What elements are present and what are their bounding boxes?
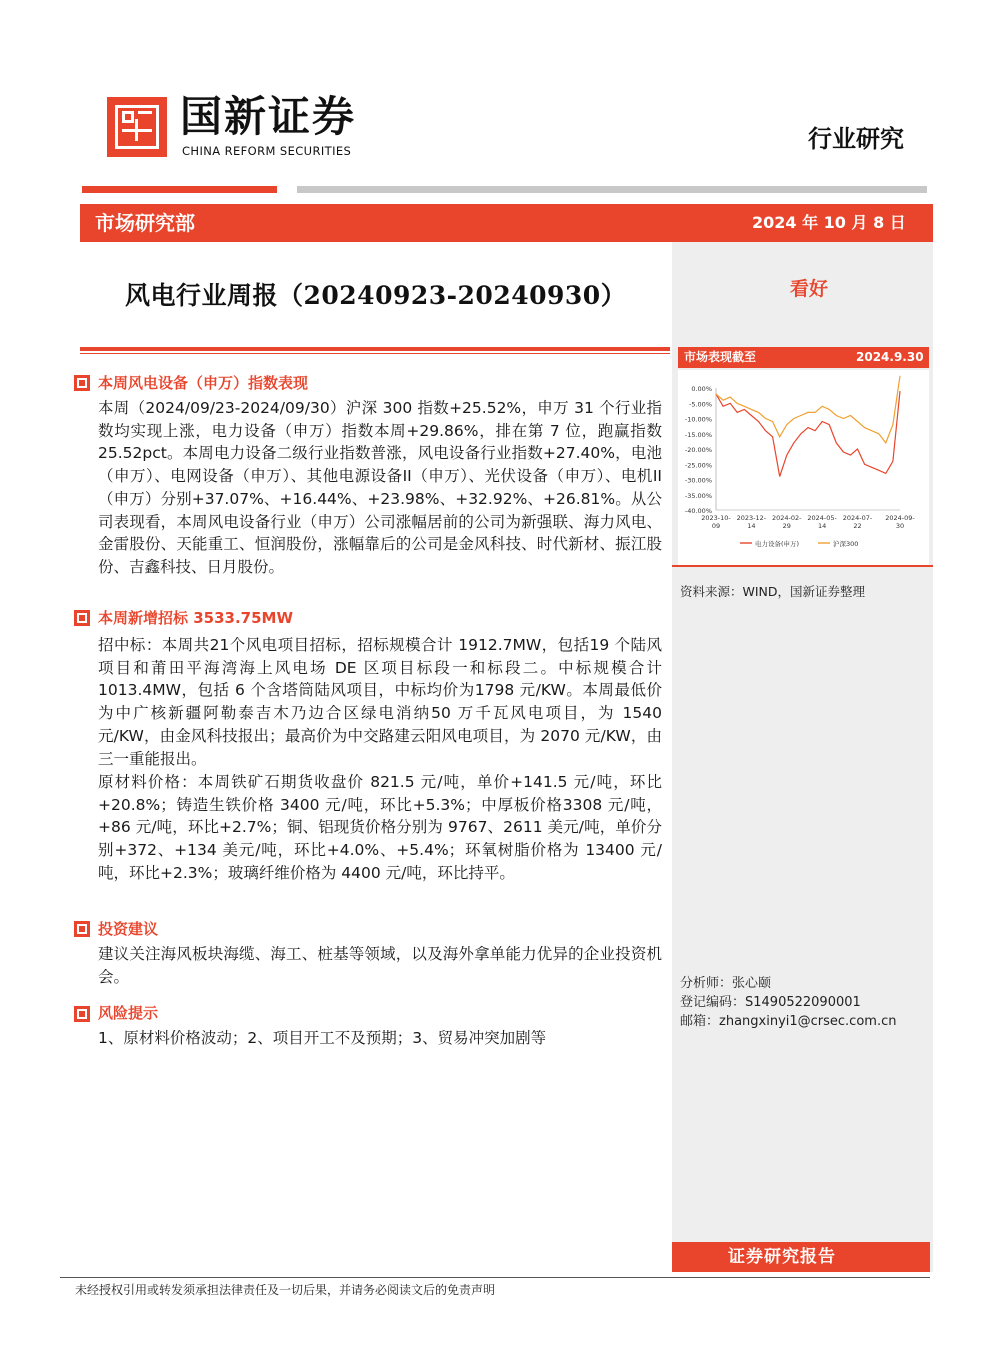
- section-icon: [74, 610, 90, 626]
- x-tick-label: 09: [711, 522, 721, 530]
- x-tick-label: 29: [782, 522, 791, 530]
- legend-label: 沪深300: [833, 540, 859, 548]
- chart-rule: [672, 565, 933, 567]
- department-name: 市场研究部: [95, 211, 195, 235]
- section-icon: [74, 375, 90, 391]
- section-paragraph: 招中标：本周共21个风电项目招标，招标规模合计 1912.7MW，包括19 个陆风项目和莆田平海湾海上风电场 DE 区项目标段一和标段二。中标规模合计 1013.4MW，包括 6 个含塔筒陆风项目，中标均价为1798 元/KW。本周最低价为中广核新疆阿勒泰吉木乃边合区绿电消纳50 万千瓦风电项目，为 1540 元/KW，由金风科技报出；最高价为中交路建云阳风电项目，为 2070 元/KW，由三一重能报出。: [98, 636, 662, 768]
- document-type: 行业研究: [808, 125, 904, 153]
- footer-rule: [60, 1277, 930, 1278]
- company-logo-english: CHINA REFORM SECURITIES: [182, 144, 352, 158]
- y-tick-label: -20.00%: [684, 446, 712, 454]
- title-rule-thin: [80, 353, 670, 354]
- y-tick-label: -35.00%: [684, 491, 712, 500]
- analyst-name: 分析师：张心颐: [680, 976, 772, 991]
- y-tick-label: 0.00%: [691, 385, 712, 393]
- section-paragraph: 本周（2024/09/23-2024/09/30）沪深 300 指数+25.52%，申万 31 个行业指数均实现上涨，电力设备（申万）指数本周+29.86%，排在第 7 位，跑赢指数 25.52pct。本周电力设备二级行业指数普涨，风电设备行业指数+27.40%，电池（申万）、电网设备（申万）、其他电源设备II（申万）、光伏设备（申万）、电机II（申万）分别+37.07%、+16.44%、+23.98%、+32.92%、+26.81%。从公司表现看，本周风电设备行业（申万）公司涨幅居前的公司为新强联、海力风电、金雷股份、天能重工、恒润股份，涨幅靠后的公司是金风科技、时代新材、振江股份、吉鑫科技、日月股份。: [98, 399, 662, 576]
- market-chart: [678, 370, 929, 565]
- x-tick-label: 2023-12-: [736, 514, 767, 522]
- x-tick-label: 14: [747, 522, 756, 530]
- x-tick-label: 2024-02-: [772, 514, 802, 522]
- series-line-0: [716, 391, 900, 476]
- y-tick-label: -5.00%: [689, 400, 712, 409]
- y-tick-label: -15.00%: [684, 430, 712, 439]
- market-date: 2024.9.30: [856, 350, 924, 364]
- y-tick-label: -10.00%: [684, 415, 712, 424]
- section-paragraph: 原材料价格：本周铁矿石期货收盘价 821.5 元/吨，单价+141.5 元/吨，环比+20.8%；铸造生铁价格 3400 元/吨，环比+5.3%；中厚板价格3308 元/吨，+86 元/吨，环比+2.7%；铜、铝现货价格分别为 9767、2611 美元/吨，单价分别+372、+134 美元/吨，环比+4.0%、+5.4%；环氧树脂价格为 13400 元/吨，环比+2.3%；玻璃纤维价格为 4400 元/吨，环比持平。: [98, 773, 662, 882]
- company-logo-name: 国新证券: [180, 92, 357, 141]
- x-tick-label: 2024-07-: [842, 514, 873, 522]
- x-tick-label: 2024-05-: [807, 514, 837, 522]
- y-tick-label: -25.00%: [684, 461, 712, 470]
- x-tick-label: 14: [818, 522, 827, 530]
- section-heading: 投资建议: [98, 920, 159, 938]
- section-heading: 风险提示: [98, 1004, 159, 1022]
- legend-label: 电力设备(申万): [755, 540, 800, 548]
- report-date: 2024 年 10 月 8 日: [752, 213, 906, 232]
- x-tick-label: 22: [853, 522, 862, 530]
- market-chart-svg: [678, 370, 929, 565]
- x-tick-label: 30: [895, 522, 905, 530]
- section-icon: [74, 921, 90, 937]
- section-icon: [74, 1006, 90, 1022]
- company-logo-mark: [107, 97, 167, 157]
- analyst-registration: 登记编码：S1490522090001: [680, 995, 861, 1010]
- chart-source: 资料来源：WIND，国新证券整理: [680, 584, 866, 599]
- y-tick-label: -30.00%: [684, 476, 712, 485]
- disclaimer: 未经授权引用或转发须承担法律责任及一切后果，并请务必阅读文后的免责声明: [75, 1283, 496, 1297]
- x-tick-label: 2023-10-: [701, 514, 731, 522]
- header-rule-red: [82, 186, 277, 193]
- title-rule: [80, 347, 670, 351]
- analyst-email[interactable]: 邮箱：zhangxinyi1@crsec.com.cn: [680, 1014, 897, 1029]
- x-tick-label: 2024-09-: [885, 514, 915, 522]
- market-label: 市场表现截至: [684, 350, 757, 364]
- section-paragraph: 1、原材料价格波动；2、项目开工不及预期；3、贸易冲突加剧等: [98, 1029, 547, 1047]
- header-rule-gray: [297, 186, 927, 193]
- section-heading: 本周新增招标 3533.75MW: [98, 609, 294, 627]
- rating: 看好: [790, 278, 829, 300]
- report-label: 证券研究报告: [728, 1247, 836, 1267]
- section-heading: 本周风电设备（申万）指数表现: [98, 374, 309, 392]
- section-paragraph: 建议关注海风板块海缆、海工、桩基等领域，以及海外拿单能力优异的企业投资机会。: [98, 945, 662, 986]
- y-tick-label: -40.00%: [684, 507, 712, 515]
- report-title: 风电行业周报（20240923-20240930）: [125, 281, 627, 310]
